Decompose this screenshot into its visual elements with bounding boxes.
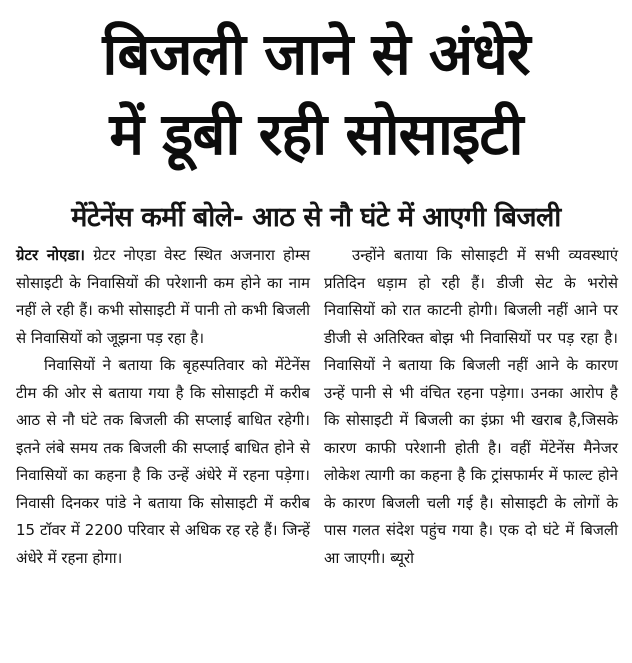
- byline: ब्यूरो: [390, 548, 414, 567]
- paragraph-1-text: ग्रेटर नोएडा वेस्ट स्थित अजनारा होम्स सोसाइटी के निवासियों की परेशानी कम होने का नाम नहीं ले रही हैं। कभी सोसाइटी में पानी तो कभी बिजली से निवासियों को जूझना पड़ रहा है।: [16, 246, 310, 347]
- article-column-left: [16, 242, 310, 572]
- subheadline: मेंटेनेंस कर्मी बोले- आठ से नौ घंटे में आएगी बिजली: [71, 202, 561, 233]
- headline-line-2: में डूबी रही सोसाइटी: [109, 100, 523, 168]
- article-column-right: [324, 242, 618, 572]
- paragraph-3-text: उन्होंने बताया कि सोसाइटी में सभी व्यवस्थाएं प्रतिदिन धड़ाम हो रही हैं। डीजी सेट के भरोसे निवासियों को रात काटनी होगी। बिजली नहीं आने पर डीजी से अतिरिक्त बोझ भी निवासियों पर पड़ रहा है। निवासियों ने बताया कि बिजली नहीं आने के कारण उन्हें पानी से भी वंचित रहना पड़ेगा। उनका आरोप है कि सोसाइटी में बिजली का इंफ्रा भी खराब है,जिसके कारण काफी परेशानी होती है। वहीं मेंटेनेंस मैनेजर लोकेश त्यागी का कहना है कि ट्रांसफार्मर में फाल्ट होने के कारण बिजली चली गई है। सोसाइटी के लोगों के पास गलत संदेश पहुंच गया है। एक दो घंटे में बिजली आ जाएगी।: [324, 246, 618, 567]
- headline-line-1: बिजली जाने से अंधेरे: [102, 20, 530, 88]
- paragraph-2: निवासियों ने बताया कि बृहस्पतिवार को मेंटेनेंस टीम की ओर से बताया गया है कि सोसाइटी में करीब आठ से नौ घंटे तक बिजली की सप्लाई बाधित रहेगी। इतने लंबे समय तक बिजली की सप्लाई बाधित होने से निवासियों का कहना है कि उन्हें अंधेरे में रहना पड़ेगा। निवासी दिनकर पांडे ने बताया कि सोसाइटी में करीब 15 टॉवर में 2200 परिवार से अधिक रह रहे हैं। जिन्हें अंधेरे में रहना होगा।: [16, 356, 310, 567]
- paragraph-3: [324, 242, 618, 572]
- dateline: ग्रेटर नोएडा।: [16, 246, 85, 264]
- paragraph-1: [16, 242, 310, 352]
